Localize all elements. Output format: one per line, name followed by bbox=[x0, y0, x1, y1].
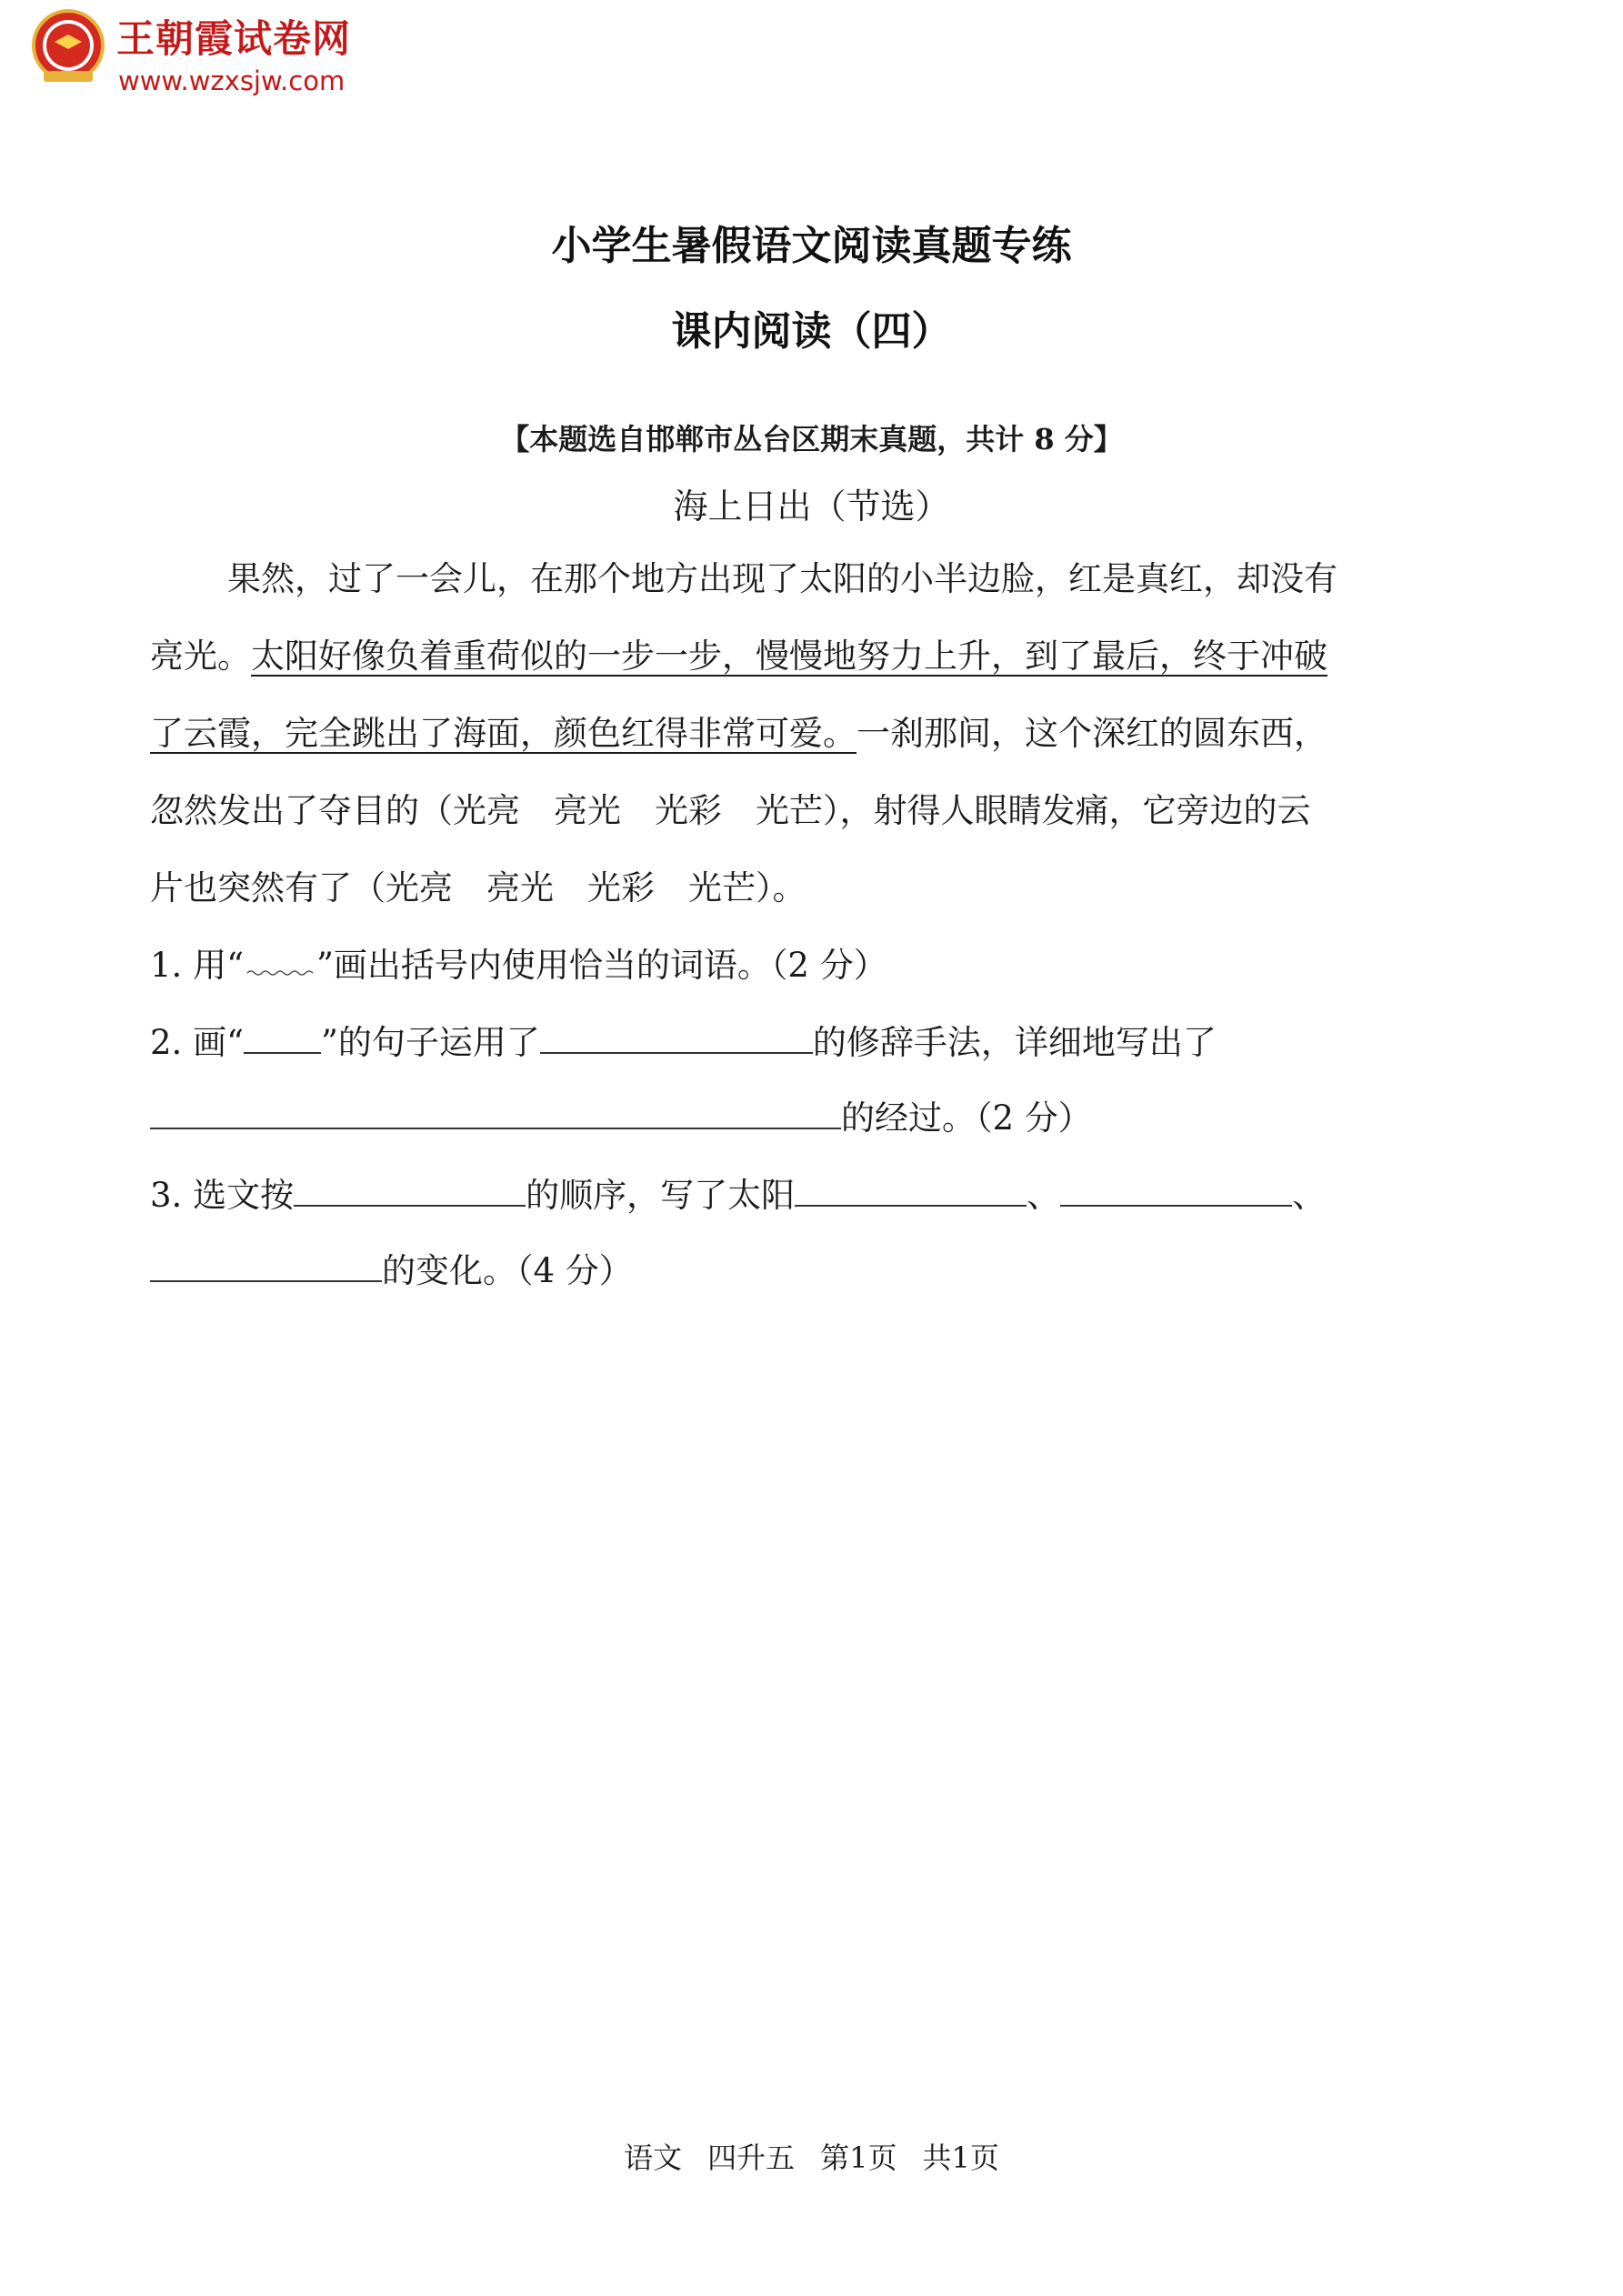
question-text: 1. 用“ bbox=[150, 946, 244, 985]
question-text: 、 bbox=[1027, 1176, 1061, 1215]
passage-title: 海上日出（节选） bbox=[673, 486, 950, 526]
footer-subject: 语文 bbox=[624, 2141, 683, 2175]
question-text: 的顺序，写了太阳 bbox=[526, 1176, 796, 1215]
wavy-underline-icon bbox=[244, 949, 316, 977]
underlined-sentence: 太阳好像负着重荷似的一步一步，慢慢地努力上升，到了最后，终于冲破 bbox=[251, 637, 1327, 676]
passage-text: 果然，过了一会儿，在那个地方出现了太阳的小半边脸，红是真红，却没有 bbox=[227, 559, 1337, 598]
question-text: 3. 选文按 bbox=[150, 1176, 295, 1215]
question-3 bbox=[150, 1176, 1491, 1216]
logo-title: 王朝霞试卷网 bbox=[116, 16, 352, 61]
question-text: 的变化。（4 分） bbox=[382, 1251, 633, 1290]
question-text: 2. 画“ bbox=[150, 1023, 244, 1062]
answer-blank[interactable] bbox=[150, 1253, 382, 1282]
answer-blank[interactable] bbox=[1060, 1178, 1292, 1207]
footer-page-total: 共1页 bbox=[922, 2141, 999, 2175]
answer-blank[interactable] bbox=[294, 1178, 526, 1207]
logo-url: www.wzxsjw.com bbox=[118, 65, 346, 96]
passage-text: 亮光。 bbox=[150, 637, 251, 676]
question-text: 、 bbox=[1292, 1176, 1327, 1215]
question-3-line-2 bbox=[150, 1251, 1491, 1291]
question-text: 的经过。（2 分） bbox=[841, 1098, 1092, 1138]
source-note: 【本题选自邯郸市丛台区期末真题，共计 8 分】 bbox=[500, 422, 1123, 456]
footer-grade: 四升五 bbox=[707, 2141, 796, 2175]
passage-line-1 bbox=[227, 559, 1491, 599]
underlined-sentence: 了云霞，完全跳出了海面，颜色红得非常可爱。 bbox=[150, 714, 857, 753]
emblem-icon bbox=[27, 7, 109, 89]
straight-underline-sample bbox=[244, 1025, 321, 1054]
passage-line-2 bbox=[150, 637, 1491, 677]
site-logo bbox=[27, 7, 409, 107]
question-2 bbox=[150, 1023, 1491, 1063]
passage-line-3 bbox=[150, 714, 1491, 754]
answer-blank[interactable] bbox=[540, 1025, 813, 1054]
question-2-line-2 bbox=[150, 1098, 1491, 1138]
passage-text: 片也突然有了（光亮 亮光 光彩 光芒）。 bbox=[150, 868, 806, 907]
passage-text: 忽然发出了夺目的（光亮 亮光 光彩 光芒），射得人眼睛发痛，它旁边的云 bbox=[150, 791, 1311, 830]
page-subtitle: 课内阅读（四） bbox=[671, 308, 952, 355]
passage-text: 一刹那间，这个深红的圆东西， bbox=[857, 714, 1327, 753]
answer-blank[interactable] bbox=[150, 1100, 841, 1129]
page-title: 小学生暑假语文阅读真题专练 bbox=[551, 223, 1072, 269]
passage-line-4 bbox=[150, 791, 1491, 831]
question-1 bbox=[150, 946, 1491, 986]
question-text: ”画出括号内使用恰当的词语。（2 分） bbox=[316, 946, 887, 985]
footer-page-number: 第1页 bbox=[820, 2141, 897, 2175]
question-text: 的修辞手法，详细地写出了 bbox=[812, 1023, 1217, 1062]
answer-blank[interactable] bbox=[795, 1178, 1027, 1207]
question-text: ”的句子运用了 bbox=[320, 1023, 540, 1062]
page-footer bbox=[0, 2135, 1623, 2177]
passage-line-5 bbox=[150, 868, 1491, 908]
